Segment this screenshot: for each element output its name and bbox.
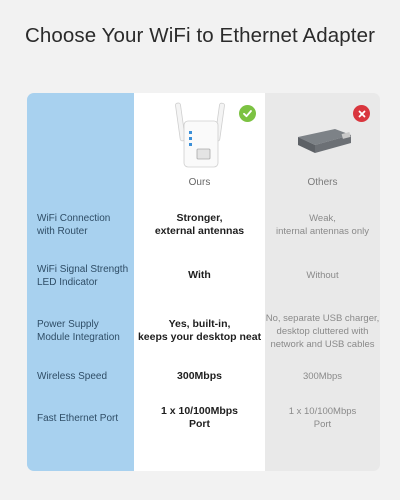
x-badge	[353, 105, 370, 122]
table-row	[27, 198, 380, 252]
table-row	[27, 307, 380, 355]
others-value: Without	[306, 270, 339, 281]
others-value: 1 x 10/100Mbps Port	[288, 406, 357, 430]
feature-label: WiFi Connection with Router	[37, 213, 111, 237]
others-value: 300Mbps	[302, 371, 343, 382]
others-value: No, separate USB charger, desktop cluttered with network and USB cables	[265, 312, 380, 350]
x-icon	[357, 109, 367, 119]
ours-value: 300Mbps	[177, 370, 222, 382]
table-row	[27, 403, 380, 433]
table-row	[27, 253, 380, 298]
feature-label: Fast Ethernet Port	[37, 412, 119, 424]
ours-value: Yes, built-in, keeps your desktop neat	[137, 318, 262, 343]
others-product-name: Others	[307, 177, 338, 188]
ours-value: Stronger, external antennas	[154, 212, 245, 237]
comparison-table	[27, 93, 380, 471]
ours-product-name: Ours	[188, 177, 211, 188]
page-title: Choose Your WiFi to Ethernet Adapter	[24, 24, 376, 47]
table-row	[27, 363, 380, 390]
others-value: Weak, internal antennas only	[276, 213, 369, 237]
check-badge	[239, 105, 256, 122]
feature-label: Wireless Speed	[37, 371, 108, 382]
ours-value: 1 x 10/100Mbps Port	[160, 405, 239, 430]
check-icon	[242, 108, 253, 119]
feature-label: WiFi Signal Strength LED Indicator	[37, 263, 129, 288]
ours-value: With	[188, 269, 211, 281]
feature-label: Power Supply Module Integration	[37, 319, 120, 343]
